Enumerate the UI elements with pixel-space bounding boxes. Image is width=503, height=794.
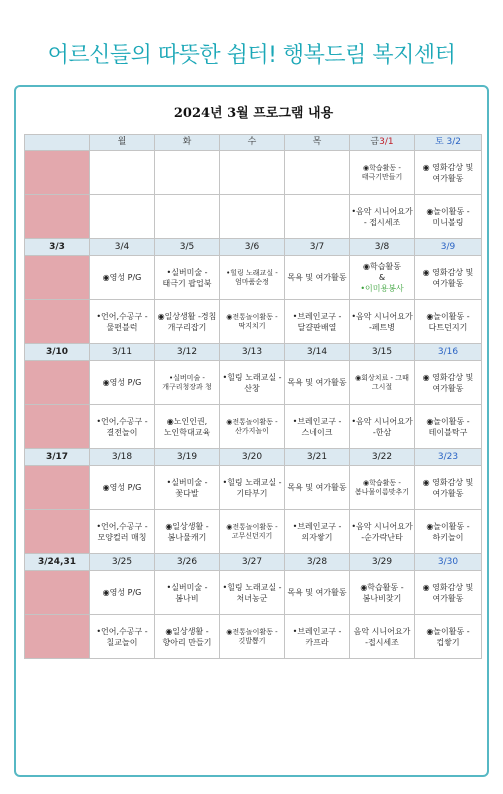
side-cell	[25, 151, 90, 195]
activity-cell: ◉놀이활동 - 다트던지기	[415, 300, 482, 344]
date-cell: 3/6	[220, 239, 285, 256]
activity-cell: •브레인교구 - 의자쌓기	[285, 510, 350, 554]
date-cell: 3/9	[415, 239, 482, 256]
activity-cell: ◉ 영화감상 및 여가활동	[415, 256, 482, 300]
activity-cell: •음악 시니어요가 - 접시세조	[350, 195, 415, 239]
date-cell: 3/7	[285, 239, 350, 256]
activity-cell: •실버미술 -태극기 팝업북	[155, 256, 220, 300]
table-row	[25, 151, 482, 195]
activity-cell: ◉ 영화감상 및 여가활동	[415, 361, 482, 405]
activity-cell	[90, 195, 155, 239]
activity-cell	[155, 195, 220, 239]
activity-cell: ◉전통놀이활동 -딱지치기	[220, 300, 285, 344]
date-cell: 3/12	[155, 344, 220, 361]
table-row	[25, 361, 482, 405]
side-cell	[25, 466, 90, 510]
activity-cell	[155, 151, 220, 195]
activity-cell: ◉ 영화감상 및 여가활동	[415, 151, 482, 195]
activity-cell: ◉일상생활 -경침 개구리잡기	[155, 300, 220, 344]
side-cell	[25, 135, 90, 151]
side-cell	[25, 300, 90, 344]
header-wed: 수	[220, 135, 285, 151]
activity-cell: ◉전통놀이활동 - 산가지놀이	[220, 405, 285, 449]
date-cell: 3/23	[415, 449, 482, 466]
activity-cell	[220, 195, 285, 239]
schedule-frame	[14, 85, 489, 777]
activity-cell: 목욕 및 여가활동	[285, 466, 350, 510]
activity-cell: •언어,수공구 - 결전놀이	[90, 405, 155, 449]
activity-cell: •언어,수공구 - 물편블럭	[90, 300, 155, 344]
side-cell	[25, 510, 90, 554]
activity-cell: ◉학습활동 -봄나비찾기	[350, 571, 415, 615]
activity-cell: ◉학습활동 - 봄나물이름맞추기	[350, 466, 415, 510]
activity-cell: 목욕 및 여가활동	[285, 571, 350, 615]
activity-cell: ◉영성 P/G	[90, 361, 155, 405]
activity-cell	[220, 151, 285, 195]
side-cell	[25, 405, 90, 449]
activity-cell: •힐링 노래교실 - 산창	[220, 361, 285, 405]
activity-cell: •실버미술 - 꽃다발	[155, 466, 220, 510]
date-cell: 3/5	[155, 239, 220, 256]
activity-cell: •힐링 노래교실 -처녀농군	[220, 571, 285, 615]
activity-cell: ◉놀이활동 -테이블탁구	[415, 405, 482, 449]
activity-cell: ◉놀이활동 -하키놀이	[415, 510, 482, 554]
activity-cell	[285, 195, 350, 239]
activity-cell: •음악 시니어요가 -페트병	[350, 300, 415, 344]
activity-cell: ◉일상생활 -향아리 만들기	[155, 615, 220, 659]
date-cell: 3/14	[285, 344, 350, 361]
date-cell: 3/20	[220, 449, 285, 466]
activity-cell: ◉전통놀이활동 - 깃발뽑기	[220, 615, 285, 659]
activity-cell: ◉전통놀이활동 - 고무신던지기	[220, 510, 285, 554]
weekday-header-row	[25, 135, 482, 151]
activity-cell: •음악 시니어요가 -순가락난타	[350, 510, 415, 554]
table-row	[25, 571, 482, 615]
header-tue: 화	[155, 135, 220, 151]
activity-cell: ◉학습활동 - 태극기만들기	[350, 151, 415, 195]
activity-cell: 음악 시니어요가 -접시세조	[350, 615, 415, 659]
activity-cell: ◉회상치료 - 그때 그시절	[350, 361, 415, 405]
activity-cell: ◉영성 P/G	[90, 466, 155, 510]
side-cell	[25, 195, 90, 239]
date-cell: 3/4	[90, 239, 155, 256]
activity-cell: •언어,수공구 - 모양컬러 매칭	[90, 510, 155, 554]
header-fri: 금3/1	[350, 135, 415, 151]
activity-cell: •실버미술 -개구리청장과 청	[155, 361, 220, 405]
date-row	[25, 554, 482, 571]
date-cell: 3/8	[350, 239, 415, 256]
activity-cell: •힐링 노래교실 -엄마품순정	[220, 256, 285, 300]
date-cell: 3/25	[90, 554, 155, 571]
week-start-date: 3/17	[25, 449, 90, 466]
activity-cell: •힐링 노래교실 -기타부기	[220, 466, 285, 510]
page-headline: 어르신들의 따뜻한 쉼터! 행복드림 복지센터	[47, 43, 456, 68]
date-cell: 3/13	[220, 344, 285, 361]
activity-cell: •언어,수공구 - 칠교놀이	[90, 615, 155, 659]
table-row	[25, 510, 482, 554]
activity-cell: ◉일상생활 -봄나물캐기	[155, 510, 220, 554]
activity-cell: •음악 시니어요가 -한삼	[350, 405, 415, 449]
table-row	[25, 300, 482, 344]
week-start-date: 3/3	[25, 239, 90, 256]
activity-cell: •브레인교구 -스네이크	[285, 405, 350, 449]
activity-cell: •실버미술 - 봄나비	[155, 571, 220, 615]
week-start-date: 3/24,31	[25, 554, 90, 571]
table-row	[25, 195, 482, 239]
date-row	[25, 239, 482, 256]
table-row	[25, 615, 482, 659]
activity-cell: ◉놀이활동 -컵쌓기	[415, 615, 482, 659]
date-cell: 3/28	[285, 554, 350, 571]
side-cell	[25, 615, 90, 659]
activity-cell: 목욕 및 여가활동	[285, 256, 350, 300]
activity-cell: ◉영성 P/G	[90, 571, 155, 615]
date-cell: 3/19	[155, 449, 220, 466]
date-cell: 3/27	[220, 554, 285, 571]
activity-cell: ◉놀이활동 -미니볼링	[415, 195, 482, 239]
activity-cell: ◉영성 P/G	[90, 256, 155, 300]
activity-cell: •브레인교구 -카프라	[285, 615, 350, 659]
side-cell	[25, 571, 90, 615]
activity-cell: 목욕 및 여가활동	[285, 361, 350, 405]
activity-cell	[285, 151, 350, 195]
table-title: 2024년 3월 프로그램 내용	[173, 106, 334, 121]
table-row	[25, 405, 482, 449]
activity-cell: ◉ 영화감상 및 여가활동	[415, 571, 482, 615]
date-cell: 3/16	[415, 344, 482, 361]
date-cell: 3/11	[90, 344, 155, 361]
date-cell: 3/29	[350, 554, 415, 571]
header-mon: 월	[90, 135, 155, 151]
activity-cell: ◉ 영화감상 및 여가활동	[415, 466, 482, 510]
schedule-table	[24, 134, 482, 659]
header-sat: 토 3/2	[415, 135, 482, 151]
header-thu: 목	[285, 135, 350, 151]
date-cell: 3/18	[90, 449, 155, 466]
date-cell: 3/15	[350, 344, 415, 361]
activity-cell: ◉학습활동 & •이미용봉사	[350, 256, 415, 300]
date-cell: 3/30	[415, 554, 482, 571]
date-cell: 3/26	[155, 554, 220, 571]
table-row	[25, 256, 482, 300]
activity-cell	[90, 151, 155, 195]
date-row	[25, 344, 482, 361]
date-row	[25, 449, 482, 466]
date-cell: 3/21	[285, 449, 350, 466]
week-start-date: 3/10	[25, 344, 90, 361]
activity-cell: ◉노인인권, 노인학대교육	[155, 405, 220, 449]
side-cell	[25, 361, 90, 405]
table-row	[25, 466, 482, 510]
activity-cell: •브레인교구 -달걀판배열	[285, 300, 350, 344]
side-cell	[25, 256, 90, 300]
date-cell: 3/22	[350, 449, 415, 466]
